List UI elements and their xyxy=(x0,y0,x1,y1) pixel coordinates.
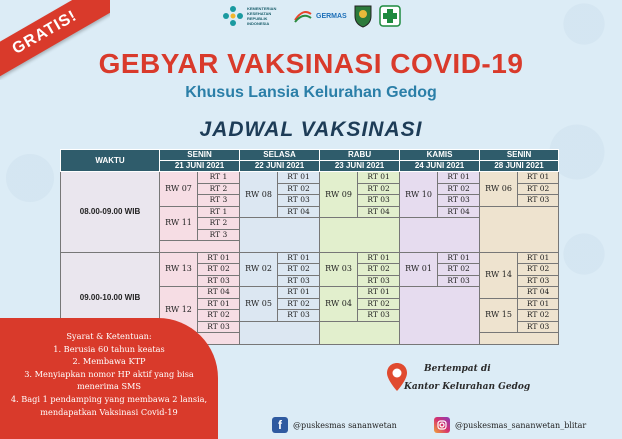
page-title: GEBYAR VAKSINASI COVID-19 xyxy=(98,48,524,79)
rt-cell: RT 3 xyxy=(198,195,240,207)
rt-cell: RT 03 xyxy=(438,275,480,287)
rt-cell: RT 01 xyxy=(198,252,240,264)
requirements-panel xyxy=(0,318,218,439)
requirements-heading: Syarat & Ketentuan: xyxy=(66,331,152,341)
rw-cell: RW 11 xyxy=(160,206,198,241)
time-slot-2: 09.00-10.00 WIB xyxy=(61,252,160,344)
rw-cell: RW 01 xyxy=(400,252,438,287)
instagram-icon xyxy=(434,417,450,433)
rt-cell: RT 03 xyxy=(278,310,320,322)
germas-text: GERMAS xyxy=(316,12,347,20)
rt-cell: RT 03 xyxy=(518,195,559,207)
header-day: KAMIS xyxy=(400,150,480,161)
time-slot-1: 08.00-09.00 WIB xyxy=(61,172,160,253)
rt-cell: RT 04 xyxy=(438,206,480,218)
rt-cell: RT 3 xyxy=(198,229,240,241)
rt-cell: RT 03 xyxy=(518,321,559,333)
empty-cell xyxy=(400,287,480,345)
logo-bar xyxy=(222,4,401,28)
empty-cell xyxy=(480,206,559,252)
rt-cell: RT 01 xyxy=(438,252,480,264)
rt-cell: RT 04 xyxy=(518,287,559,299)
rt-cell: RT 1 xyxy=(198,172,240,184)
rt-cell: RT 1 xyxy=(198,206,240,218)
facebook-icon: f xyxy=(272,417,288,433)
header-day: RABU xyxy=(320,150,400,161)
requirement-item: 2. Membawa KTP xyxy=(72,356,146,367)
header-day: SENIN xyxy=(160,150,240,161)
rw-cell: RW 13 xyxy=(160,252,198,287)
header-day: SENIN xyxy=(480,150,559,161)
location-label: Bertempat di xyxy=(424,364,491,374)
rt-cell: RT 03 xyxy=(438,195,480,207)
rt-cell: RT 02 xyxy=(358,183,400,195)
header-date: 21 JUNI 2021 xyxy=(160,161,240,172)
rt-cell: RT 02 xyxy=(278,183,320,195)
empty-cell xyxy=(320,218,400,253)
rw-cell: RW 04 xyxy=(320,287,358,322)
rt-cell: RT 01 xyxy=(438,172,480,184)
rt-cell: RT 02 xyxy=(198,310,240,322)
rt-cell: RT 02 xyxy=(518,183,559,195)
germas-icon xyxy=(293,8,313,24)
header-date: 22 JUNI 2021 xyxy=(240,161,320,172)
puskesmas-cross-icon xyxy=(379,5,401,27)
rt-cell: RT 04 xyxy=(358,206,400,218)
rt-cell: RT 03 xyxy=(278,275,320,287)
rw-cell: RW 14 xyxy=(480,252,518,298)
rt-cell: RT 01 xyxy=(278,252,320,264)
rw-cell: RW 15 xyxy=(480,298,518,333)
blitar-shield-icon xyxy=(353,4,373,28)
rt-cell: RT 02 xyxy=(358,264,400,276)
rw-cell: RW 07 xyxy=(160,172,198,207)
facebook-link[interactable] xyxy=(272,417,397,433)
rt-cell: RT 01 xyxy=(278,172,320,184)
rw-cell: RW 03 xyxy=(320,252,358,287)
rt-cell: RT 03 xyxy=(198,275,240,287)
rw-cell: RW 06 xyxy=(480,172,518,207)
rt-cell: RT 03 xyxy=(358,275,400,287)
header-date: 24 JUNI 2021 xyxy=(400,161,480,172)
instagram-link[interactable] xyxy=(434,417,586,433)
requirement-item: 1. Berusia 60 tahun keatas xyxy=(53,343,165,354)
rt-cell: RT 02 xyxy=(358,298,400,310)
rt-cell: RT 01 xyxy=(518,172,559,184)
requirement-item: 3. Menyiapkan nomor HP aktif yang bisa menerima SMS xyxy=(24,368,194,392)
rw-cell: RW 10 xyxy=(400,172,438,218)
rw-cell: RW 08 xyxy=(240,172,278,218)
table-row xyxy=(61,172,559,184)
rt-cell: RT 01 xyxy=(518,298,559,310)
rw-cell: RW 12 xyxy=(160,287,198,333)
requirement-item: 4. Bagi 1 pendamping yang membawa 2 lansia, mendapatkan Vaksinasi Covid-19 xyxy=(10,393,208,417)
header-day: SELASA xyxy=(240,150,320,161)
rt-cell: RT 03 xyxy=(358,310,400,322)
rt-cell: RT 03 xyxy=(278,195,320,207)
facebook-handle: @puskesmas sananwetan xyxy=(293,420,397,430)
rt-cell: RT 01 xyxy=(358,287,400,299)
rw-cell: RW 05 xyxy=(240,287,278,322)
rt-cell: RT 02 xyxy=(278,264,320,276)
rt-cell: RT 01 xyxy=(358,172,400,184)
location-name: Kantor Kelurahan Gedog xyxy=(404,382,531,392)
rt-cell: RT 01 xyxy=(278,287,320,299)
rt-cell: RT 02 xyxy=(518,264,559,276)
rw-cell: RW 09 xyxy=(320,172,358,218)
schedule-heading: JADWAL VAKSINASI xyxy=(199,118,423,141)
rt-cell: RT 03 xyxy=(198,321,240,333)
rt-cell: RT 2 xyxy=(198,218,240,230)
kemenkes-logo xyxy=(222,5,287,27)
kemenkes-icon xyxy=(222,5,244,27)
header-date: 28 JUNI 2021 xyxy=(480,161,559,172)
schedule-table xyxy=(60,149,558,345)
gratis-label: GRATIS! xyxy=(0,0,110,80)
rt-cell: RT 03 xyxy=(358,195,400,207)
empty-cell xyxy=(480,333,559,345)
empty-cell xyxy=(240,321,320,344)
header-date: 23 JUNI 2021 xyxy=(320,161,400,172)
rt-cell: RT 03 xyxy=(518,275,559,287)
rt-cell: RT 02 xyxy=(198,264,240,276)
rt-cell: RT 01 xyxy=(198,298,240,310)
rt-cell: RT 2 xyxy=(198,183,240,195)
rw-cell: RW 02 xyxy=(240,252,278,287)
germas-logo xyxy=(293,8,347,24)
instagram-handle: @puskesmas_sananwetan_blitar xyxy=(455,420,587,430)
rt-cell: RT 04 xyxy=(278,206,320,218)
page-subtitle: Khusus Lansia Kelurahan Gedog xyxy=(185,84,437,101)
header-row-days xyxy=(61,150,559,161)
empty-cell xyxy=(160,241,240,253)
rt-cell: RT 02 xyxy=(518,310,559,322)
empty-cell xyxy=(320,321,400,344)
rt-cell: RT 01 xyxy=(518,252,559,264)
header-waktu: WAKTU xyxy=(61,150,160,172)
kemenkes-text: KEMENTERIAN KESEHATAN REPUBLIK INDONESIA xyxy=(247,6,277,26)
rt-cell: RT 04 xyxy=(198,287,240,299)
rt-cell: RT 02 xyxy=(438,264,480,276)
empty-cell xyxy=(400,218,480,253)
virus-decoration xyxy=(560,230,620,290)
rt-cell: RT 01 xyxy=(358,252,400,264)
empty-cell xyxy=(240,218,320,253)
rt-cell: RT 02 xyxy=(278,298,320,310)
table-row xyxy=(61,252,559,264)
rt-cell: RT 02 xyxy=(438,183,480,195)
